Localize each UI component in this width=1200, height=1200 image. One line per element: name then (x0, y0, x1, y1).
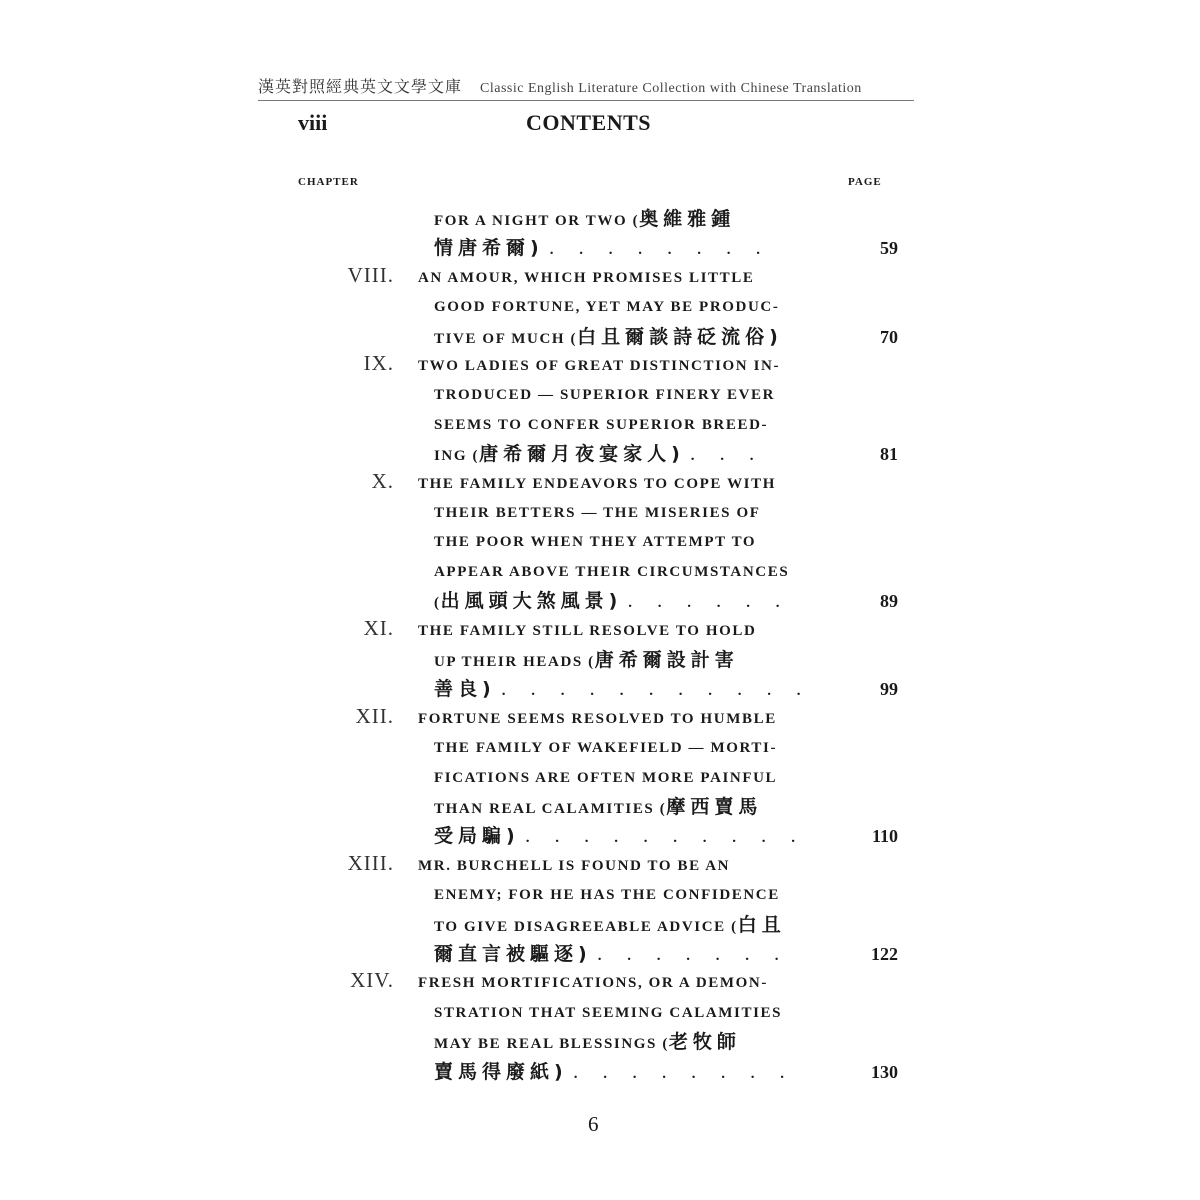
toc-line (434, 734, 777, 763)
toc-line (434, 646, 739, 675)
toc-english-text: THE FAMILY ENDEAVORS TO COPE WITH (418, 475, 776, 492)
toc-english-text: STRATION THAT SEEMING CALAMITIES (434, 1004, 783, 1021)
header-english-title: Classic English Literature Collection with Chinese Translation (480, 81, 862, 96)
toc-line (434, 587, 791, 616)
toc-line (434, 558, 789, 587)
toc-line (434, 293, 779, 322)
toc-english-text: ( (434, 595, 441, 612)
chapter-page-number: 110 (871, 826, 898, 847)
toc-line (434, 1058, 795, 1087)
toc-line (434, 528, 756, 557)
toc-line (434, 675, 811, 704)
toc-line (434, 764, 777, 793)
toc-line (418, 470, 776, 499)
toc-chinese-text: 唐希爾設計害 (594, 649, 739, 671)
chapter-page-number: 81 (880, 444, 898, 465)
toc-english-text: APPEAR ABOVE THEIR CIRCUMSTANCES (434, 563, 790, 580)
toc-line (434, 822, 806, 851)
chapter-page-number: 59 (880, 238, 898, 259)
column-header-chapter: CHAPTER (298, 176, 359, 188)
toc-chinese-text: 白且爾談詩砭流俗) (577, 325, 783, 348)
toc-line (434, 499, 761, 528)
chapter-page-number: 122 (871, 944, 898, 964)
toc-leader-dots: . . . . . . . . . . (525, 830, 806, 847)
toc-line (434, 234, 771, 263)
toc-chinese-text: 受局騙) (434, 825, 520, 848)
toc-english-text: ING ( (434, 448, 480, 465)
toc-leader-dots: . . . (690, 448, 765, 465)
toc-line (418, 264, 754, 293)
toc-leader-dots: . . . . . . . (597, 948, 790, 964)
page-title: CONTENTS (526, 110, 652, 135)
chapter-page-number: 70 (880, 326, 898, 347)
running-header (258, 74, 914, 97)
toc-line (434, 1028, 741, 1057)
toc-chinese-text: 出風頭大煞風景) (440, 590, 623, 613)
toc-english-text: FOR A NIGHT OR TWO ( (434, 213, 640, 229)
toc-chinese-text: 爾直言被驅逐) (434, 943, 592, 965)
toc-english-text: MAY BE REAL BLESSINGS ( (434, 1036, 669, 1053)
toc-line (434, 381, 775, 410)
toc-leader-dots: . . . . . . . . (573, 1065, 795, 1082)
toc-line (418, 969, 768, 998)
toc-line (434, 911, 786, 940)
toc-english-text: TWO LADIES OF GREAT DISTINCTION IN- (418, 358, 781, 374)
toc-english-text: THE POOR WHEN THEY ATTEMPT TO (434, 534, 757, 551)
toc-line (418, 705, 777, 734)
toc-english-text: THE FAMILY STILL RESOLVE TO HOLD (418, 622, 757, 639)
toc-english-text: GOOD FORTUNE, YET MAY BE PRODUC- (434, 299, 780, 316)
toc-english-text: THAN REAL CALAMITIES ( (434, 801, 667, 817)
toc-leader-dots: . . . . . . . . (549, 242, 771, 259)
chapter-number: XIII. (347, 850, 394, 875)
toc-leader-dots: . . . . . . . . . . . (501, 683, 812, 700)
toc-english-text: AN AMOUR, WHICH PROMISES LITTLE (418, 269, 755, 286)
toc-chinese-text: 老牧師 (668, 1031, 741, 1054)
toc-line (434, 411, 768, 440)
toc-english-text: FRESH MORTIFICATIONS, OR A DEMON- (418, 975, 768, 992)
toc-line (434, 881, 780, 910)
toc-chinese-text: 善良) (434, 678, 496, 701)
toc-chinese-text: 情唐希爾) (434, 237, 544, 260)
toc-line (418, 352, 780, 381)
toc-english-text: TO GIVE DISAGREEABLE ADVICE ( (434, 918, 738, 935)
chapter-number: IX. (363, 351, 394, 375)
toc-chinese-text: 唐希爾月夜宴家人) (479, 443, 685, 466)
toc-chinese-text: 奥維雅鍾 (639, 208, 736, 230)
chapter-number: XII. (355, 703, 394, 728)
toc-chinese-text: 賣馬得廢紙) (434, 1060, 568, 1083)
toc-english-text: MR. BURCHELL IS FOUND TO BE AN (418, 857, 731, 874)
chapter-number: VIII. (347, 262, 394, 287)
toc-english-text: ENEMY; FOR HE HAS THE CONFIDENCE (434, 887, 780, 904)
toc-english-text: TRODUCED — SUPERIOR FINERY EVER (434, 387, 776, 404)
toc-line (434, 999, 782, 1028)
header-chinese-title: 漢英對照經典英文文學文庫 (258, 77, 463, 96)
chapter-number: XIV. (350, 968, 394, 993)
footer-page-number: 6 (588, 1112, 599, 1136)
chapter-number: XI. (363, 615, 394, 640)
toc-english-text: SEEMS TO CONFER SUPERIOR BREED- (434, 416, 769, 433)
toc-chinese-text: 白且 (737, 913, 786, 936)
toc-leader-dots: . . . . . . (628, 595, 791, 612)
toc-line (418, 852, 730, 881)
chapter-page-number: 99 (880, 679, 898, 700)
chapter-page-number: 130 (871, 1061, 898, 1082)
toc-line (434, 940, 789, 969)
toc-line (434, 323, 783, 352)
header-divider (258, 100, 914, 101)
column-header-page: PAGE (848, 176, 882, 188)
toc-line (434, 205, 735, 234)
chapter-page-number: 89 (880, 591, 898, 612)
toc-line (434, 440, 765, 469)
toc-chinese-text: 摩西賣馬 (666, 796, 763, 818)
toc-line (418, 617, 756, 646)
toc-english-text: THE FAMILY OF WAKEFIELD — MORTI- (434, 740, 778, 757)
toc-english-text: TIVE OF MUCH ( (434, 330, 578, 347)
toc-english-text: FICATIONS ARE OFTEN MORE PAINFUL (434, 769, 778, 786)
chapter-number: X. (371, 468, 394, 493)
toc-english-text: UP THEIR HEADS ( (434, 654, 595, 670)
toc-line (434, 793, 762, 822)
toc-english-text: FORTUNE SEEMS RESOLVED TO HUMBLE (418, 710, 777, 727)
page-roman-numeral: viii (298, 110, 328, 135)
toc-english-text: THEIR BETTERS — THE MISERIES OF (434, 505, 761, 521)
